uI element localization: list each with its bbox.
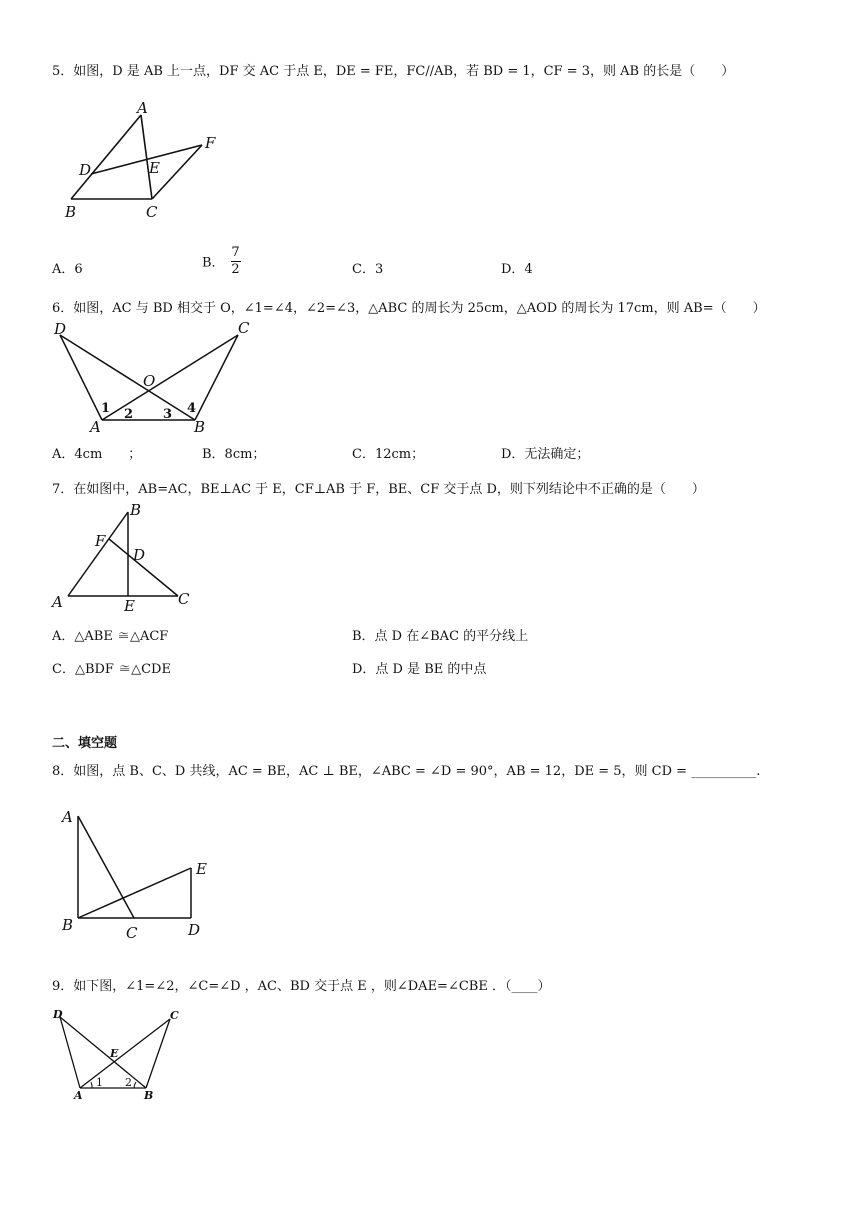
- q6-figure: [50, 318, 265, 436]
- q5-stem: 5．如图，D 是 AB 上一点，DF 交 AC 于点 E，DE = FE，FC//AB，若 BD = 1，CF = 3，则 AB 的长是（ ）: [52, 64, 735, 79]
- label-c: C: [238, 319, 250, 337]
- segment-da: [60, 1017, 80, 1088]
- label-b: B: [144, 1089, 154, 1102]
- q7-option-b: B．点 D 在∠BAC 的平分线上: [352, 629, 529, 644]
- label-f: F: [95, 532, 106, 550]
- q5-option-b-prefix: B．: [202, 255, 225, 271]
- label-a: A: [74, 1089, 83, 1102]
- q6-option-d: D．无法确定；: [501, 447, 590, 462]
- label-o: O: [143, 372, 156, 390]
- label-b: B: [194, 418, 206, 436]
- label-a: A: [52, 593, 63, 611]
- q9-diagram: [48, 1002, 198, 1102]
- label-b: B: [65, 203, 77, 221]
- label-d: D: [54, 320, 67, 338]
- label-f: F: [205, 134, 216, 152]
- angle-label-1: 1: [96, 1076, 103, 1089]
- angle-label-4: 4: [187, 401, 197, 416]
- q7-figure: [50, 500, 200, 615]
- segment-cb: [146, 1019, 170, 1088]
- q5-option-a: A．6: [52, 262, 83, 277]
- q6-diagram: [50, 318, 265, 436]
- q5-option-b-fraction: [231, 246, 241, 276]
- q5-option-d: D．4: [501, 262, 533, 277]
- q5-option-c: C．3: [352, 262, 384, 277]
- q7-stem: 7．在如图中，AB=AC，BE⊥AC 于 E，CF⊥AB 于 F，BE、CF 交于点 D，则下列结论中不正确的是（ ）: [52, 482, 705, 497]
- label-e: E: [124, 597, 135, 615]
- angle-label-2: 2: [125, 1076, 132, 1089]
- label-c: C: [178, 590, 190, 608]
- label-d: D: [133, 546, 146, 564]
- q6-option-a: A．4cm ；: [52, 447, 142, 462]
- q7-option-c: C．△BDF ≅△CDE: [52, 662, 171, 677]
- q6-stem: 6．如图，AC 与 BD 相交于 O，∠1=∠4，∠2=∠3，△ABC 的周长为 25cm，△AOD 的周长为 17cm，则 AB=（ ）: [52, 301, 766, 316]
- q6-option-c: C．12cm；: [352, 447, 425, 462]
- q7-option-d: D．点 D 是 BE 的中点: [352, 662, 487, 677]
- segment-ba: [68, 512, 128, 596]
- q6-option-b: B．8cm；: [202, 447, 266, 462]
- q8-figure: [58, 800, 223, 945]
- label-c: C: [126, 924, 138, 942]
- q9-figure: [48, 1002, 198, 1102]
- fraction-denominator: 2: [231, 261, 240, 277]
- segment-ab: [71, 115, 141, 199]
- q5-diagram: [55, 95, 230, 225]
- label-d: D: [188, 921, 201, 939]
- angle-arc-2: [134, 1082, 136, 1088]
- fraction-numerator: 7: [231, 245, 240, 260]
- label-c: C: [146, 203, 158, 221]
- label-e: E: [149, 159, 160, 177]
- segment-db: [60, 1017, 146, 1088]
- label-a: A: [62, 808, 73, 826]
- label-a: A: [90, 418, 101, 436]
- label-d: D: [53, 1008, 63, 1021]
- angle-label-1: 1: [101, 401, 111, 416]
- label-e: E: [110, 1047, 119, 1060]
- q5-option-b: [202, 246, 241, 276]
- q7-option-a: A．△ABE ≅△ACF: [52, 629, 169, 644]
- label-c: C: [170, 1009, 179, 1022]
- segment-df: [91, 145, 202, 174]
- angle-label-3: 3: [163, 407, 173, 422]
- label-d: D: [79, 161, 92, 179]
- section-title: 二、填空题: [52, 736, 118, 751]
- q5-figure: [55, 95, 230, 225]
- label-a: A: [137, 99, 148, 117]
- segment-ac: [141, 115, 152, 199]
- segment-be: [78, 868, 191, 918]
- label-e: E: [196, 860, 207, 878]
- q9-stem: 9．如下图，∠1=∠2，∠C=∠D ，AC、BD 交于点 E ，则∠DAE=∠CBE ．（____）: [52, 979, 551, 994]
- q7-diagram: [50, 500, 200, 615]
- label-b: B: [62, 916, 74, 934]
- q8-diagram: [58, 800, 223, 945]
- angle-arc-1: [91, 1082, 92, 1088]
- q8-stem: 8．如图，点 B、C、D 共线，AC = BE，AC ⊥ BE，∠ABC = ∠D = 90°，AB = 12，DE = 5，则 CD = __________.: [52, 764, 761, 779]
- segment-ac: [78, 816, 134, 918]
- label-b: B: [130, 501, 142, 519]
- angle-label-2: 2: [124, 407, 134, 422]
